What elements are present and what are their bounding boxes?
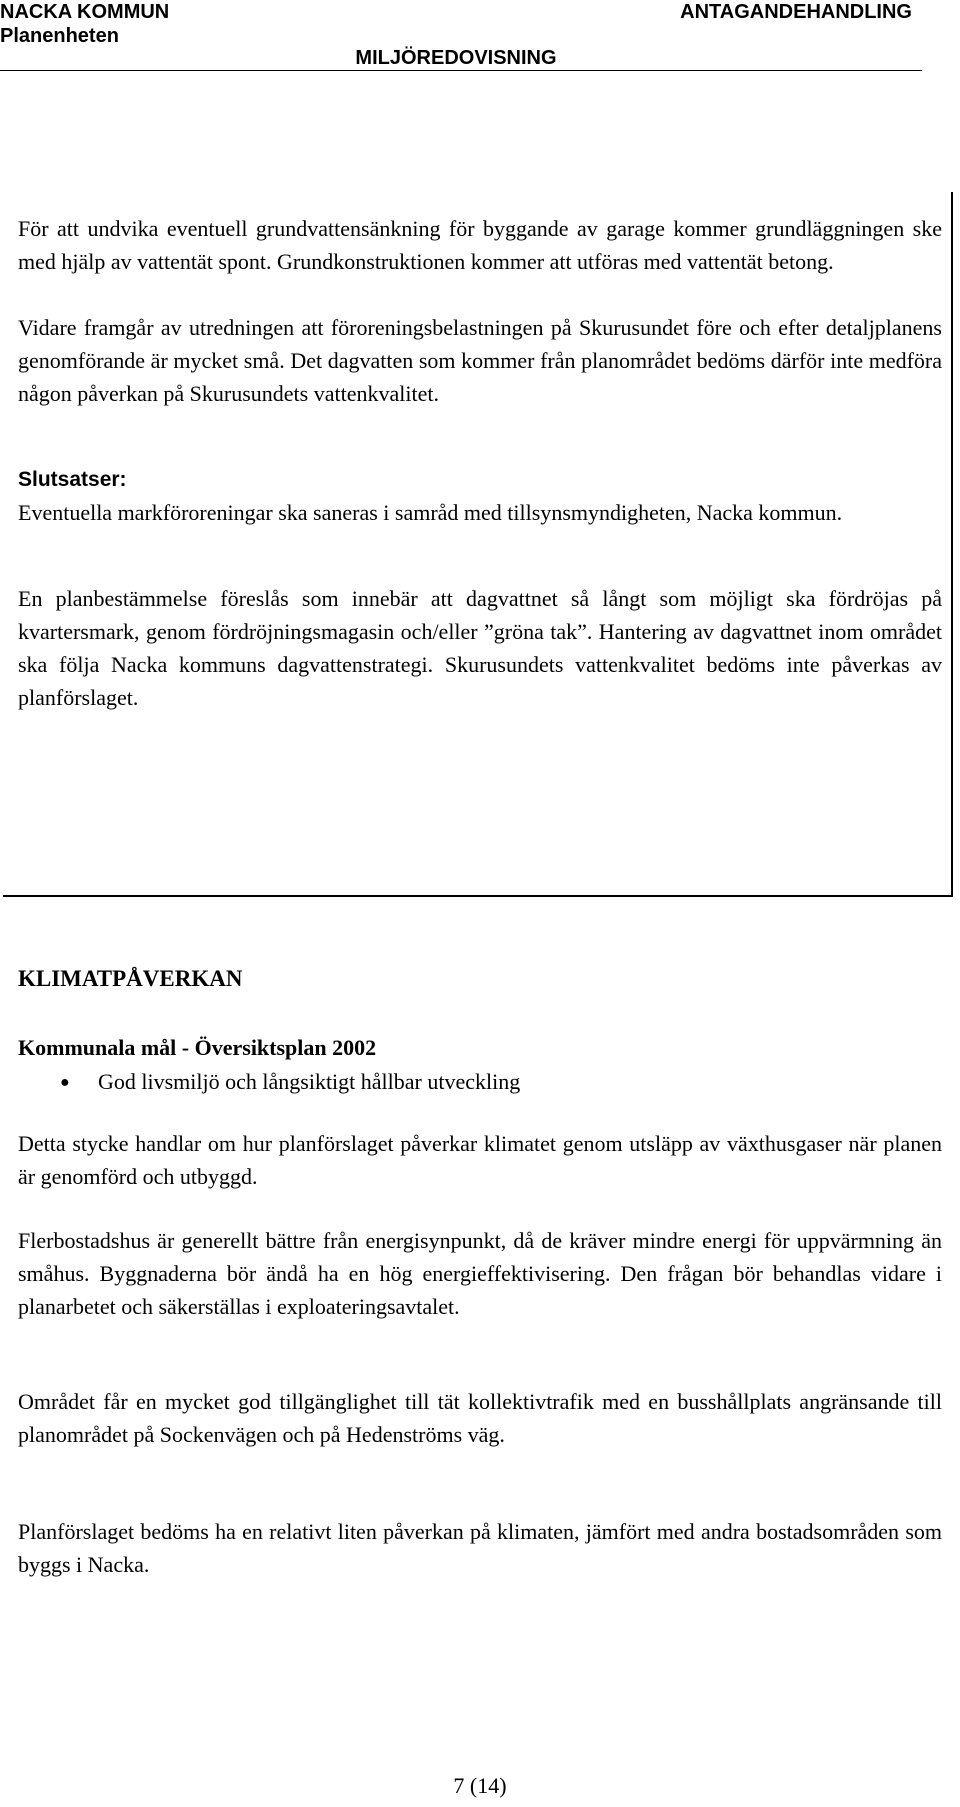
header-section: MILJÖREDOVISNING xyxy=(355,47,557,69)
climate-title: KLIMATPÅVERKAN xyxy=(18,966,243,991)
climate-paragraph-2: Flerbostadshus är generellt bättre från energisynpunkt, då de kräver mindre energi för uppvärmning än småhus. Byggnaderna bör ändå ha en hög energieffektivisering. Den frågan bör behandlas vidare i planarbetet och säkerställas i exploateringsavtalet. xyxy=(18,1228,942,1319)
climate-paragraph-3: Området får en mycket god tillgänglighet till tät kollektivtrafik med en busshållplats angränsande till planområdet på Sockenvägen och på Hedenströms väg. xyxy=(18,1389,942,1447)
climate-paragraph-4: Planförslaget bedöms ha en relativt liten påverkan på klimaten, jämfört med andra bostadsområden som byggs i Nacka. xyxy=(18,1519,942,1577)
goal-list-item xyxy=(60,1065,520,1099)
climate-paragraph-1: Detta stycke handlar om hur planförslaget påverkar klimatet genom utsläpp av växthusgaser när planen är genomförd och utbyggd. xyxy=(18,1131,942,1189)
environment-box xyxy=(3,192,953,897)
header-department: Planenheten xyxy=(0,25,119,47)
header-document-type: ANTAGANDEHANDLING xyxy=(680,1,912,23)
conclusions-heading: Slutsatser: xyxy=(18,468,127,491)
header-rule xyxy=(0,70,922,71)
goal-text: God livsmiljö och långsiktigt hållbar utveckling xyxy=(98,1069,521,1094)
page-number: 7 (14) xyxy=(453,1773,507,1798)
page-header xyxy=(0,0,960,74)
box-paragraph-2: Vidare framgår av utredningen att föroreningsbelastningen på Skurusundet före och efter detaljplanens genomförande är mycket små. Det dagvatten som kommer från planområdet bedöms därför inte medföra någon påverkan på Skurusundets vattenkvalitet. xyxy=(18,315,942,406)
header-org: NACKA KOMMUN xyxy=(0,1,170,23)
goals-heading: Kommunala mål - Översiktsplan 2002 xyxy=(18,1035,377,1060)
conclusion-paragraph-1: Eventuella markföroreningar ska saneras i samråd med tillsynsmyndigheten, Nacka kommun. xyxy=(18,500,843,525)
bullet-icon: ● xyxy=(60,1074,70,1091)
box-paragraph-1: För att undvika eventuell grundvattensänkning för byggande av garage kommer grundläggningen ske med hjälp av vattentät spont. Grundkonstruktionen kommer att utföras med vattentät betong. xyxy=(18,216,942,274)
conclusion-paragraph-2: En planbestämmelse föreslås som innebär att dagvattnet så långt som möjligt ska fördröjas på kvartersmark, genom fördröjningsmagasin och/eller ”gröna tak”. Hantering av dagvattnet inom området ska följa Nacka kommuns dagvattenstrategi. Skurusundets vattenkvalitet bedöms inte påverkas av planförslaget. xyxy=(18,586,942,710)
